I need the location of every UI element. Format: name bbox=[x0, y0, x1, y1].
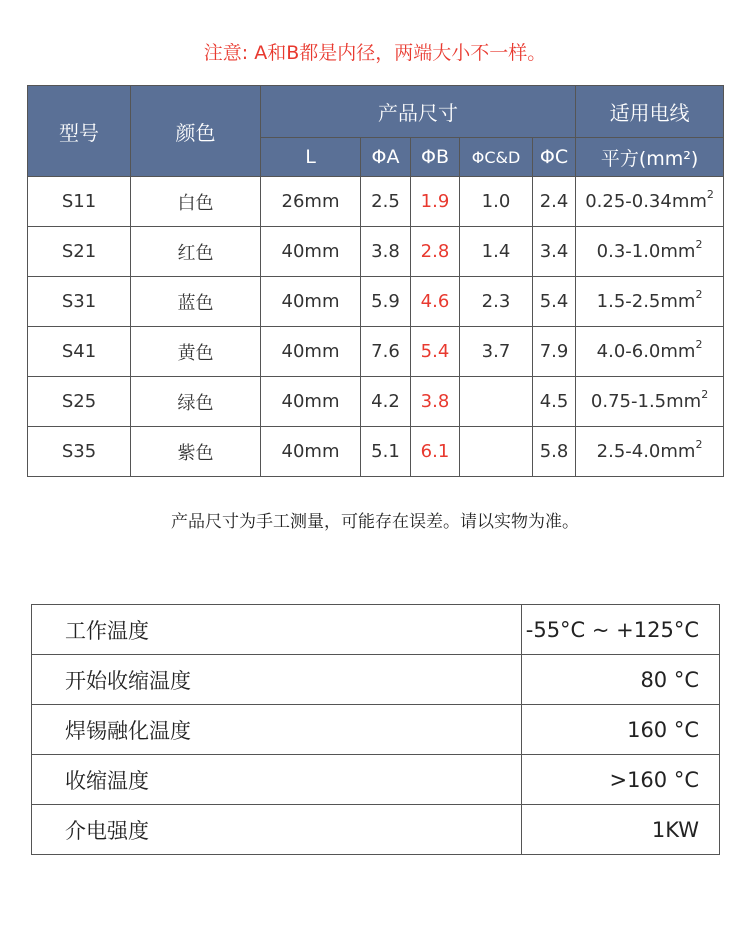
property-value: -55°C ~ +125°C bbox=[522, 605, 720, 655]
cell-l: 40mm bbox=[261, 327, 361, 377]
wire-range: 2.5-4.0mm bbox=[596, 441, 696, 462]
cell-model: S35 bbox=[28, 427, 131, 477]
cell-wire bbox=[576, 377, 724, 427]
property-value: >160 °C bbox=[522, 755, 720, 805]
header-size-group: 产品尺寸 bbox=[261, 86, 576, 138]
cell-phi-b: 5.4 bbox=[411, 327, 460, 377]
cell-phi-c: 2.4 bbox=[533, 177, 576, 227]
cell-wire bbox=[576, 327, 724, 377]
cell-phi-b: 6.1 bbox=[411, 427, 460, 477]
table-row bbox=[28, 427, 724, 477]
superscript: 2 bbox=[695, 338, 703, 351]
cell-phi-b: 3.8 bbox=[411, 377, 460, 427]
cell-wire bbox=[576, 427, 724, 477]
cell-phi-cd: 1.4 bbox=[460, 227, 533, 277]
cell-phi-a: 7.6 bbox=[361, 327, 411, 377]
property-row bbox=[32, 805, 720, 855]
header-phi-c: ΦC bbox=[533, 138, 576, 177]
cell-phi-c: 7.9 bbox=[533, 327, 576, 377]
cell-phi-c: 5.4 bbox=[533, 277, 576, 327]
cell-phi-cd bbox=[460, 427, 533, 477]
disclaimer-text: 产品尺寸为手工测量，可能存在误差。请以实物为准。 bbox=[171, 512, 579, 532]
cell-l: 40mm bbox=[261, 277, 361, 327]
cell-model: S11 bbox=[28, 177, 131, 227]
table-row bbox=[28, 327, 724, 377]
table-row bbox=[28, 377, 724, 427]
cell-phi-a: 3.8 bbox=[361, 227, 411, 277]
cell-color: 黄色 bbox=[131, 327, 261, 377]
cell-phi-a: 5.9 bbox=[361, 277, 411, 327]
property-label: 工作温度 bbox=[32, 605, 522, 655]
wire-range: 1.5-2.5mm bbox=[596, 291, 696, 312]
property-value: 160 °C bbox=[522, 705, 720, 755]
cell-phi-a: 4.2 bbox=[361, 377, 411, 427]
property-row bbox=[32, 605, 720, 655]
property-label: 焊锡融化温度 bbox=[32, 705, 522, 755]
header-wire-group: 适用电线 bbox=[576, 86, 724, 138]
property-row bbox=[32, 755, 720, 805]
header-color: 颜色 bbox=[131, 86, 261, 177]
property-value: 1KW bbox=[522, 805, 720, 855]
table-row bbox=[28, 177, 724, 227]
notice-text: 注意: A和B都是内径，两端大小不一样。 bbox=[203, 42, 547, 64]
cell-l: 40mm bbox=[261, 227, 361, 277]
cell-phi-a: 2.5 bbox=[361, 177, 411, 227]
header-l: L bbox=[261, 138, 361, 177]
superscript: 2 bbox=[695, 238, 703, 251]
wire-range: 0.3-1.0mm bbox=[596, 241, 696, 262]
property-label: 收缩温度 bbox=[32, 755, 522, 805]
cell-model: S21 bbox=[28, 227, 131, 277]
superscript: 2 bbox=[695, 288, 703, 301]
property-label: 介电强度 bbox=[32, 805, 522, 855]
header-phi-cd: ΦC&D bbox=[460, 138, 533, 177]
property-value: 80 °C bbox=[522, 655, 720, 705]
cell-color: 白色 bbox=[131, 177, 261, 227]
property-label: 开始收缩温度 bbox=[32, 655, 522, 705]
properties-table bbox=[31, 604, 720, 855]
cell-phi-a: 5.1 bbox=[361, 427, 411, 477]
cell-phi-b: 4.6 bbox=[411, 277, 460, 327]
cell-wire bbox=[576, 177, 724, 227]
property-row bbox=[32, 705, 720, 755]
header-model: 型号 bbox=[28, 86, 131, 177]
wire-range: 0.25-0.34mm bbox=[585, 191, 707, 212]
cell-wire bbox=[576, 227, 724, 277]
cell-phi-cd: 2.3 bbox=[460, 277, 533, 327]
superscript: 2 bbox=[701, 388, 709, 401]
cell-color: 红色 bbox=[131, 227, 261, 277]
cell-wire bbox=[576, 277, 724, 327]
cell-phi-c: 3.4 bbox=[533, 227, 576, 277]
wire-range: 0.75-1.5mm bbox=[590, 391, 702, 412]
cell-phi-c: 5.8 bbox=[533, 427, 576, 477]
superscript: 2 bbox=[706, 188, 714, 201]
wire-range: 4.0-6.0mm bbox=[596, 341, 696, 362]
cell-l: 40mm bbox=[261, 427, 361, 477]
cell-phi-c: 4.5 bbox=[533, 377, 576, 427]
cell-l: 26mm bbox=[261, 177, 361, 227]
header-area: 平方(mm²) bbox=[576, 138, 724, 177]
header-phi-b: ΦB bbox=[411, 138, 460, 177]
cell-color: 蓝色 bbox=[131, 277, 261, 327]
cell-color: 绿色 bbox=[131, 377, 261, 427]
spec-table bbox=[27, 85, 724, 477]
cell-phi-cd: 1.0 bbox=[460, 177, 533, 227]
cell-l: 40mm bbox=[261, 377, 361, 427]
cell-model: S25 bbox=[28, 377, 131, 427]
cell-phi-cd bbox=[460, 377, 533, 427]
table-row bbox=[28, 227, 724, 277]
cell-phi-b: 2.8 bbox=[411, 227, 460, 277]
superscript: 2 bbox=[695, 438, 703, 451]
cell-model: S41 bbox=[28, 327, 131, 377]
cell-model: S31 bbox=[28, 277, 131, 327]
cell-phi-b: 1.9 bbox=[411, 177, 460, 227]
property-row bbox=[32, 655, 720, 705]
header-phi-a: ΦA bbox=[361, 138, 411, 177]
cell-phi-cd: 3.7 bbox=[460, 327, 533, 377]
table-row bbox=[28, 277, 724, 327]
cell-color: 紫色 bbox=[131, 427, 261, 477]
